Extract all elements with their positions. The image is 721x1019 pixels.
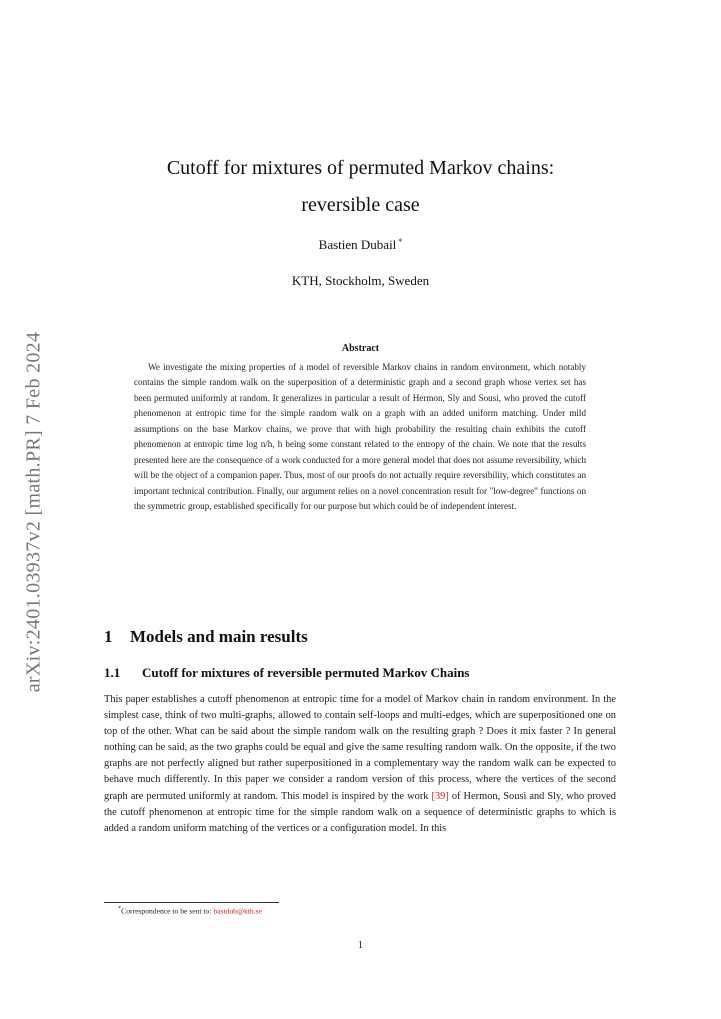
citation-link[interactable]: [39] bbox=[431, 790, 449, 802]
subsection-number: 1.1 bbox=[104, 665, 121, 680]
author-footnote-mark: * bbox=[398, 237, 403, 246]
author-line bbox=[0, 237, 721, 253]
footnote-mark: * bbox=[118, 905, 122, 912]
paper-title-line-2: reversible case bbox=[301, 194, 420, 216]
body-text-part-2: of Hermon, Sousi and Sly, who proved the cutoff phenomenon at entropic time for the simple random walk on a sequence of deterministic graphs to which is added a random uniform matching of the vertices or a configuration model. In this bbox=[104, 790, 616, 834]
paper-title-line-1: Cutoff for mixtures of permuted Markov chains: bbox=[166, 157, 555, 179]
footnote-rule bbox=[104, 902, 279, 903]
footnote bbox=[118, 905, 262, 916]
footnote-email-link[interactable]: bastdub@kth.se bbox=[213, 906, 262, 916]
page-number: 1 bbox=[358, 940, 363, 951]
footnote-text: Correspondence to be sent to: bbox=[121, 906, 214, 916]
body-paragraph bbox=[104, 692, 616, 837]
section-number: 1 bbox=[104, 627, 113, 646]
section-title: Models and main results bbox=[130, 627, 308, 646]
author-name: Bastien Dubail bbox=[318, 237, 397, 252]
author-affiliation: KTH, Stockholm, Sweden bbox=[291, 273, 430, 288]
section-heading bbox=[104, 627, 308, 647]
subsection-title: Cutoff for mixtures of reversible permuted Markov Chains bbox=[142, 665, 470, 680]
abstract-text: We investigate the mixing properties of a model of reversible Markov chains in random environment, which notably contains the simple random walk on the superposition of a deterministic graph and a second graph whose vertex set has been permuted uniformly at random. It generalizes in particular a result of Hermon, Sly and Sousi, who proved the cutoff phenomenon at entropic time for the simple random walk on a graph with an added uniform matching. Under mild assumptions on the base Markov chains, we prove that with high probability the resulting chain exhibits the cutoff phenomenon at entropic time log n/h, h being some constant related to the entropy of the chain. We note that the results presented here are the consequence of a work conducted for a more general model that does not assume reversibility, which will be the object of a companion paper. Thus, most of our proofs do not actually require reversibility, which constitutes an important technical contribution. Finally, our argument relies on a novel concentration result for "low-degree" functions on the symmetric group, established specifically for our purpose but which could be of independent interest. bbox=[134, 362, 586, 512]
subsection-heading bbox=[104, 665, 470, 681]
body-text-part-1: This paper establishes a cutoff phenomenon at entropic time for a model of Markov chain in random environment. In the simplest case, think of two multi-graphs, allowed to contain self-loops and multi-edges, which are superpositioned one on top of the other. What can be said about the simple random walk on the resulting graph ? Does it mix faster ? In general nothing can be said, as the two graphs could be equal and give the same resulting random walk. On the opposite, if the two graphs are not perfectly aligned but rather superpositioned in a complementary way the random walk can be expected to behave much differently. In this paper we consider a random version of this process, where the vertices of the second graph are permuted uniformly at random. This model is inspired by the work bbox=[104, 694, 616, 802]
abstract-heading: Abstract bbox=[341, 343, 380, 354]
arxiv-identifier-stamp[interactable]: arXiv:2401.03937v2 [math.PR] 7 Feb 2024 bbox=[22, 331, 45, 693]
